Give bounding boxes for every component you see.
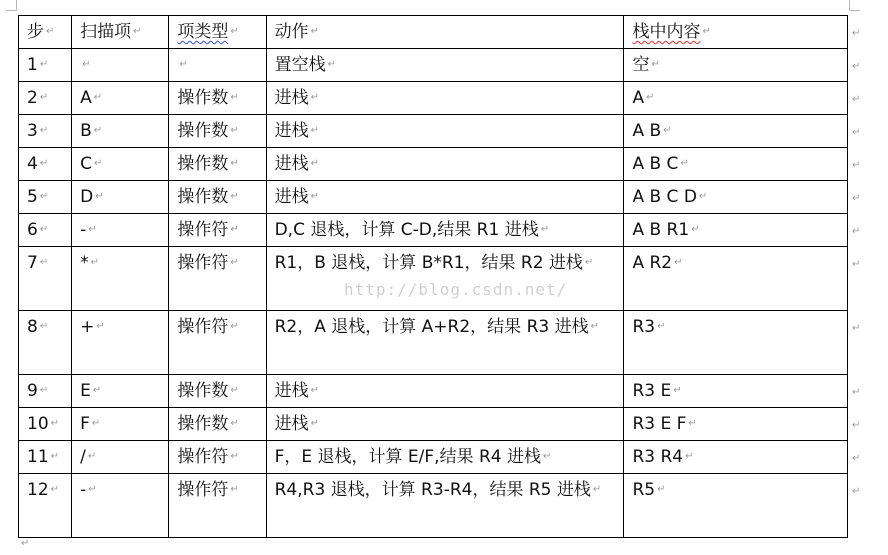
cell-step: 1 ↵ bbox=[19, 49, 72, 82]
cell-step: 8 ↵ bbox=[19, 311, 72, 375]
cell-stack-content: 空 ↵ bbox=[624, 49, 848, 82]
cell-item-type: 操作符 ↵ bbox=[169, 474, 266, 538]
cell-action: R4,R3 退栈，计算 R3-R4，结果 R5 进栈 ↵ bbox=[266, 474, 624, 538]
cell-action: 进栈 ↵ bbox=[266, 82, 624, 115]
row-end-mark: ↵ bbox=[852, 225, 861, 237]
table-row bbox=[19, 148, 848, 181]
cell-step: 4 ↵ bbox=[19, 148, 72, 181]
table-row bbox=[19, 247, 848, 311]
stack-evaluation-table bbox=[18, 15, 848, 538]
cell-scan-item: C ↵ bbox=[72, 148, 169, 181]
cell-item-type: 操作数 ↵ bbox=[169, 115, 266, 148]
header-action: 动作 ↵ bbox=[266, 16, 624, 49]
row-end-mark: ↵ bbox=[852, 258, 861, 270]
cell-item-type: 操作数 ↵ bbox=[169, 375, 266, 408]
cell-action: 进栈 ↵ bbox=[266, 408, 624, 441]
row-end-mark: ↵ bbox=[852, 452, 861, 464]
cell-item-type: 操作数 ↵ bbox=[169, 408, 266, 441]
row-end-mark: ↵ bbox=[852, 126, 861, 138]
cell-stack-content: R3 R4 ↵ bbox=[624, 441, 848, 474]
cell-action: F，E 退栈，计算 E/F,结果 R4 进栈 ↵ bbox=[266, 441, 624, 474]
cell-stack-content: A B R1 ↵ bbox=[624, 214, 848, 247]
cell-step: 3 ↵ bbox=[19, 115, 72, 148]
row-end-mark: ↵ bbox=[852, 386, 861, 398]
cell-item-type: 操作符 ↵ bbox=[169, 247, 266, 311]
cell-action: R1，B 退栈，计算 B*R1，结果 R2 进栈 ↵ bbox=[266, 247, 624, 311]
cell-item-type: 操作数 ↵ bbox=[169, 181, 266, 214]
cell-action: 进栈 ↵ bbox=[266, 181, 624, 214]
table-row bbox=[19, 408, 848, 441]
cell-scan-item: A ↵ bbox=[72, 82, 169, 115]
header-step: 步 ↵ bbox=[19, 16, 72, 49]
row-end-mark: ↵ bbox=[852, 322, 861, 334]
cell-stack-content: R5 ↵ bbox=[624, 474, 848, 538]
row-end-mark: ↵ bbox=[852, 192, 861, 204]
table-row bbox=[19, 375, 848, 408]
cell-step: 11 ↵ bbox=[19, 441, 72, 474]
cell-step: 10 ↵ bbox=[19, 408, 72, 441]
table-row bbox=[19, 82, 848, 115]
cell-stack-content: A B C D ↵ bbox=[624, 181, 848, 214]
cell-item-type: 操作符 ↵ bbox=[169, 311, 266, 375]
table-row bbox=[19, 474, 848, 538]
cell-item-type: ↵ bbox=[169, 49, 266, 82]
cell-scan-item: D ↵ bbox=[72, 181, 169, 214]
cell-item-type: 操作符 ↵ bbox=[169, 441, 266, 474]
cell-stack-content: A B ↵ bbox=[624, 115, 848, 148]
cell-stack-content: R3 E F ↵ bbox=[624, 408, 848, 441]
row-end-mark: ↵ bbox=[852, 60, 861, 72]
cell-action: R2，A 退栈，计算 A+R2，结果 R3 进栈 ↵ bbox=[266, 311, 624, 375]
end-paragraph-mark: ↵ bbox=[21, 538, 30, 549]
cell-stack-content: A R2 ↵ bbox=[624, 247, 848, 311]
cell-stack-content: A B C ↵ bbox=[624, 148, 848, 181]
cell-stack-content: R3 E ↵ bbox=[624, 375, 848, 408]
cell-item-type: 操作数 ↵ bbox=[169, 82, 266, 115]
table-row bbox=[19, 441, 848, 474]
cell-action: 进栈 ↵ bbox=[266, 115, 624, 148]
cell-scan-item: - ↵ bbox=[72, 214, 169, 247]
watermark: http://blog.csdn.net/ bbox=[344, 280, 568, 299]
cell-stack-content: A ↵ bbox=[624, 82, 848, 115]
table-row bbox=[19, 181, 848, 214]
header-stack-content: 栈中内容 ↵ bbox=[624, 16, 848, 49]
table-row bbox=[19, 49, 848, 82]
row-end-mark: ↵ bbox=[852, 485, 861, 497]
cell-scan-item: - ↵ bbox=[72, 474, 169, 538]
header-item-type: 项类型 ↵ bbox=[169, 16, 266, 49]
cell-action: D,C 退栈，计算 C-D,结果 R1 进栈 ↵ bbox=[266, 214, 624, 247]
cell-step: 6 ↵ bbox=[19, 214, 72, 247]
row-end-mark: ↵ bbox=[852, 27, 861, 39]
cell-step: 5 ↵ bbox=[19, 181, 72, 214]
cell-item-type: 操作符 ↵ bbox=[169, 214, 266, 247]
cell-action: 进栈 ↵ bbox=[266, 375, 624, 408]
table-row bbox=[19, 214, 848, 247]
row-end-mark: ↵ bbox=[852, 159, 861, 171]
cell-step: 2 ↵ bbox=[19, 82, 72, 115]
cell-step: 9 ↵ bbox=[19, 375, 72, 408]
cell-scan-item: F ↵ bbox=[72, 408, 169, 441]
header-scan-item: 扫描项 ↵ bbox=[72, 16, 169, 49]
cell-step: 7 ↵ bbox=[19, 247, 72, 311]
cell-step: 12 ↵ bbox=[19, 474, 72, 538]
cell-scan-item: E ↵ bbox=[72, 375, 169, 408]
table-row bbox=[19, 311, 848, 375]
cell-scan-item: B ↵ bbox=[72, 115, 169, 148]
cell-scan-item: ↵ bbox=[72, 49, 169, 82]
cell-scan-item: + ↵ bbox=[72, 311, 169, 375]
cell-stack-content: R3 ↵ bbox=[624, 311, 848, 375]
page-corner-mark-right bbox=[849, 0, 860, 11]
table-header-row bbox=[19, 16, 848, 49]
row-end-mark: ↵ bbox=[852, 93, 861, 105]
cell-action: 进栈 ↵ bbox=[266, 148, 624, 181]
row-end-mark: ↵ bbox=[852, 419, 861, 431]
table-row bbox=[19, 115, 848, 148]
cell-scan-item: * ↵ bbox=[72, 247, 169, 311]
cell-item-type: 操作数 ↵ bbox=[169, 148, 266, 181]
cell-scan-item: / ↵ bbox=[72, 441, 169, 474]
cell-action: 置空栈 ↵ bbox=[266, 49, 624, 82]
page-corner-mark-left bbox=[6, 0, 17, 11]
